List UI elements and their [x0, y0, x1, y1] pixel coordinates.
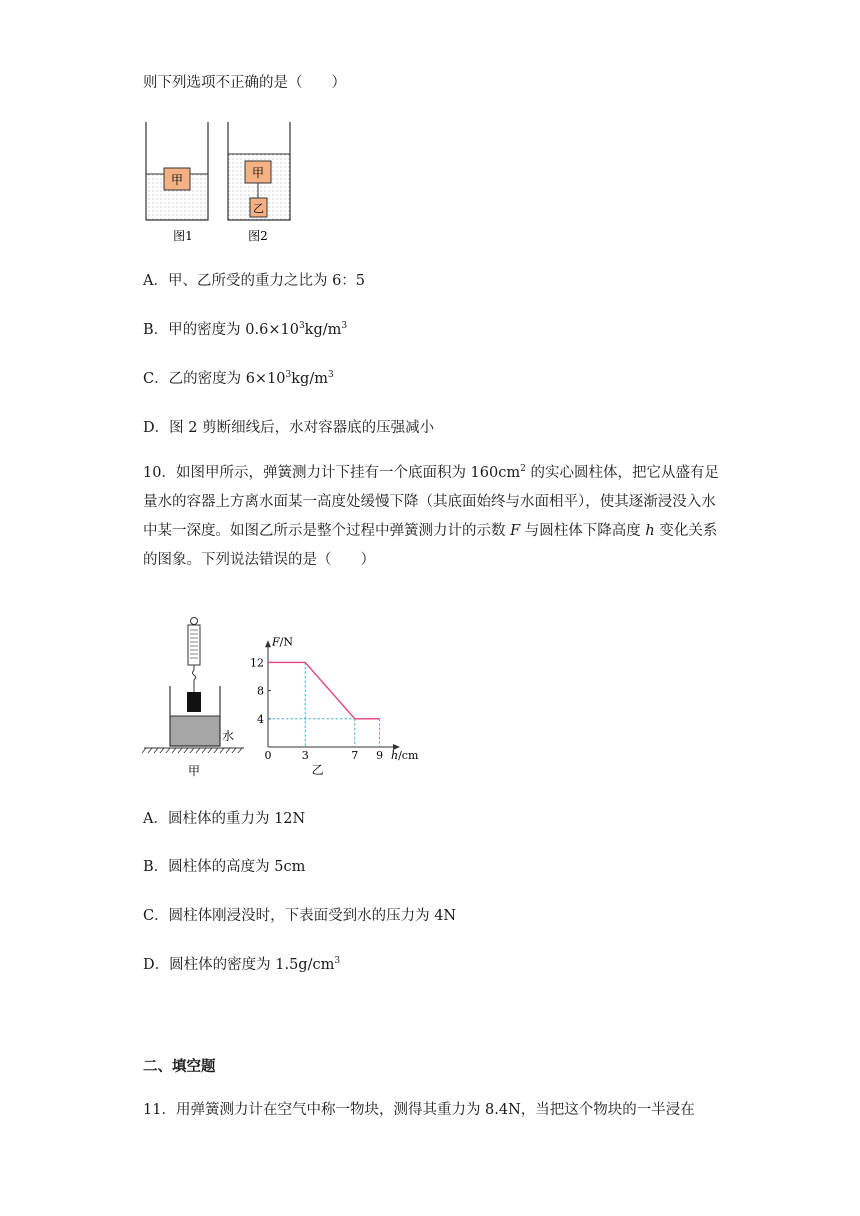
- x-tick-label-7: 7: [351, 749, 359, 762]
- block-jia-label-fig1: 甲: [170, 173, 184, 187]
- q10-apparatus-figure: [140, 612, 250, 782]
- x-axis-label: h/cm: [391, 749, 419, 762]
- container-fig1: [146, 122, 208, 220]
- y-axis-arrow: [265, 640, 271, 647]
- q10-force-height-chart: [250, 622, 419, 782]
- q9-option-b: B．甲的密度为 $0.6\times 10^3kg/m^3$: [143, 321, 348, 338]
- y-tick-label-12: 12: [250, 656, 264, 670]
- q10-option-d: D．圆柱体的密度为 $1.5g/cm^3$: [143, 956, 341, 973]
- container-fig2: [228, 122, 290, 220]
- q10-stem: 10．如图甲所示，弹簧测力计下挂有一个底面积为 $160cm^2$ 的实心圆柱体，把它从盛有足量水的容器上方离水面某一高度处缓慢下降（其底面始终与水面相平），使其逐渐浸没入水中某一深度。如图乙所示是整个过程中弹簧测力计的示数 F 与圆柱体下降高度 h 变化关系的图象。下列说法错误的是（ ）: [143, 464, 719, 568]
- block-yi-label: 乙: [253, 202, 264, 215]
- q9-figure: [140, 118, 340, 248]
- x-tick-label-9: 9: [376, 749, 384, 762]
- q11-stem: 11．用弹簧测力计在空气中称一物块，测得其重力为 8.4N，当把这个物块的一半浸在: [143, 1102, 695, 1118]
- x-tick-label-3: 3: [301, 749, 309, 762]
- water-label: 水: [222, 729, 235, 743]
- q10-option-b: B．圆柱体的高度为 5cm: [143, 859, 306, 875]
- y-tick-label-8: 8: [257, 684, 264, 698]
- y-tick-label-4: 4: [257, 712, 264, 726]
- caption-fig1: 图1: [173, 229, 193, 243]
- q10-option-c: C．圆柱体刚浸没时，下表面受到水的压力为 4N: [143, 908, 457, 924]
- spring-scale-body: [188, 625, 200, 665]
- caption-yi: 乙: [311, 763, 324, 777]
- water: [170, 716, 220, 746]
- q9-option-d: D．图 2 剪断细线后，水对容器底的压强减小: [143, 420, 435, 436]
- scale-hook: [193, 670, 196, 680]
- q9-option-a: A．甲、乙所受的重力之比为 6：5: [143, 273, 366, 289]
- block-jia-label-fig2: 甲: [251, 166, 265, 180]
- x-tick-label-0: 0: [264, 749, 272, 762]
- caption-fig2: 图2: [248, 229, 268, 243]
- caption-jia: 甲: [187, 764, 201, 778]
- cylinder: [187, 692, 201, 712]
- y-axis-label: F/N: [272, 635, 293, 649]
- q9-option-c: C．乙的密度为 $6\times 10^3kg/m^3$: [143, 370, 334, 387]
- section-heading-fill-in: 二、填空题: [143, 1058, 216, 1075]
- q9-intro: 则下列选项不正确的是（ ）: [143, 75, 346, 91]
- q10-option-a: A．圆柱体的重力为 12N: [143, 811, 306, 827]
- series-line: [268, 662, 380, 718]
- scale-hook-ring: [191, 618, 198, 625]
